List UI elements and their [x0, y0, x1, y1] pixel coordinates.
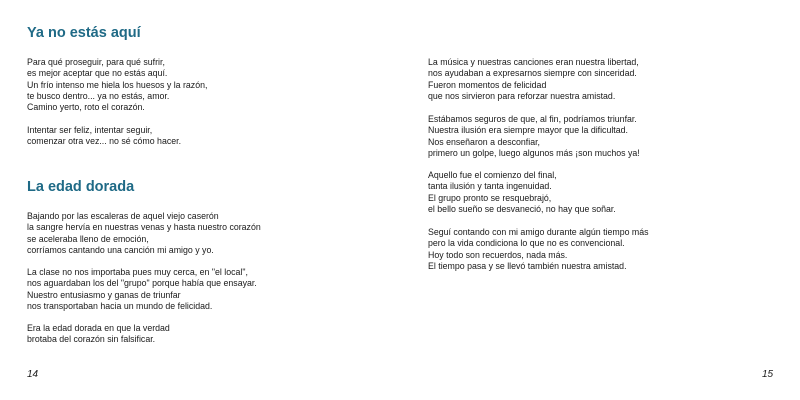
verse-line: Para qué proseguir, para qué sufrir, — [27, 57, 165, 67]
verse-line: nos transportaban hacia un mundo de felicidad. — [27, 300, 213, 311]
verse-line: que nos sirvieron para reforzar nuestra amistad. — [428, 90, 616, 101]
verse-line: Nos enseñaron a desconfiar, — [428, 136, 540, 147]
poem-title-ya-no-estas-aqui: Ya no estás aquí — [27, 25, 141, 41]
verse-line: Estábamos seguros de que, al fin, podríamos triunfar. — [428, 114, 637, 124]
verse-line: Nuestra ilusión era siempre mayor que la dificultad. — [428, 125, 628, 136]
page-number: 14 — [27, 369, 39, 380]
verse-line: Seguí contando con mi amigo durante algún tiempo más — [428, 227, 649, 237]
verse-line: Intentar ser feliz, intentar seguir, — [27, 125, 153, 135]
stanza — [27, 57, 207, 113]
poem-title-la-edad-dorada: La edad dorada — [27, 179, 135, 195]
verse-line: comenzar otra vez... no sé cómo hacer. — [27, 136, 182, 147]
verse-line: pero la vida condiciona lo que no es convencional. — [428, 238, 625, 249]
verse-line: La música y nuestras canciones eran nuestra libertad, — [428, 57, 639, 67]
stanza — [27, 323, 170, 346]
verse-line: Bajando por las escaleras de aquel viejo caserón — [27, 211, 219, 221]
verse-line: La clase no nos importaba pues muy cerca, en "el local", — [27, 267, 248, 277]
verse-line: es mejor aceptar que no estás aquí. — [27, 68, 168, 79]
verse-line: brotaba del corazón sin falsificar. — [27, 334, 156, 345]
verse-line: la sangre hervía en nuestras venas y hasta nuestro corazón — [27, 222, 261, 233]
verse-line: nos aguardaban los del "grupo" porque había que ensayar. — [27, 278, 257, 289]
verse-line: primero un golpe, luego algunos más ¡son muchos ya! — [428, 147, 640, 158]
verse-line: Nuestro entusiasmo y ganas de triunfar — [27, 289, 181, 300]
verse-line: nos ayudaban a expresarnos siempre con sinceridad. — [428, 68, 637, 79]
verse-line: el bello sueño se desvaneció, no hay que soñar. — [428, 203, 616, 214]
verse-line: Era la edad dorada en que la verdad — [27, 323, 170, 333]
stanza — [27, 125, 181, 148]
stanza — [428, 170, 616, 215]
verse-line: Fueron momentos de felicidad — [428, 79, 547, 90]
verse-line: El tiempo pasa y se llevó también nuestra amistad. — [428, 260, 627, 271]
stanza — [27, 211, 261, 256]
verse-line: corríamos cantando una canción mi amigo y yo. — [27, 244, 214, 255]
verse-line: Hoy todo son recuerdos, nada más. — [428, 249, 568, 260]
verse-line: tanta ilusión y tanta ingenuidad. — [428, 181, 552, 192]
stanza — [27, 267, 257, 312]
page-number: 15 — [762, 369, 774, 380]
right-page — [400, 0, 800, 400]
verse-line: Camino yerto, roto el corazón. — [27, 102, 145, 113]
stanza — [428, 114, 640, 159]
verse-line: Aquello fue el comienzo del final, — [428, 170, 557, 180]
verse-line: El grupo pronto se resquebrajó, — [428, 192, 552, 203]
stanza — [428, 57, 639, 102]
stanza — [428, 227, 649, 272]
verse-line: se aceleraba lleno de emoción, — [27, 233, 149, 244]
verse-line: Un frío intenso me hiela los huesos y la razón, — [27, 79, 208, 90]
verse-line: te busco dentro... ya no estás, amor. — [27, 90, 170, 101]
